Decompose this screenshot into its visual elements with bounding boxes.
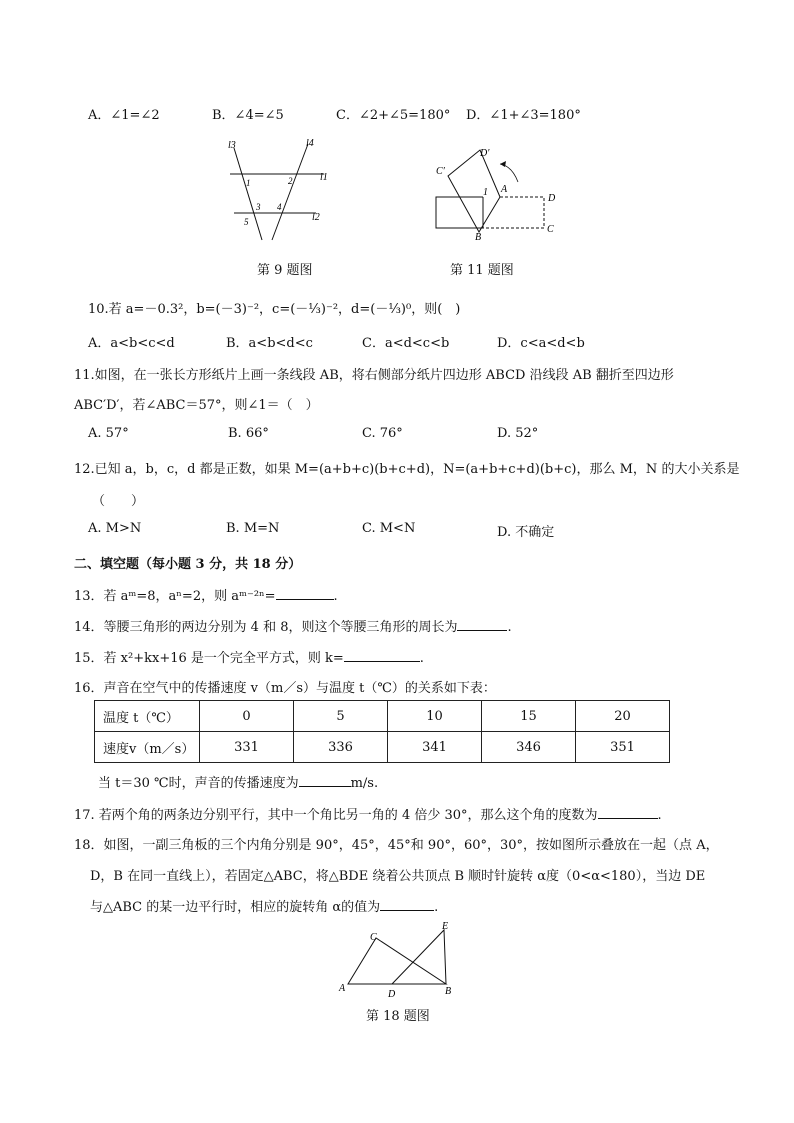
q11-line-2: ABC′D′，若∠ABC＝57°，则∠1＝（ ） bbox=[74, 398, 319, 413]
q17-end: . bbox=[657, 808, 662, 823]
q10-stem: 10.若 a=－0.3²，b=(－3)⁻²，c=(－⅓)⁻²，d=(－⅓)⁰，则( ) bbox=[88, 302, 461, 317]
fig18-label-b: B bbox=[445, 986, 452, 997]
fig18-label-c: C bbox=[370, 932, 377, 943]
q16-text: 16．声音在空气中的传播速度 v（m／s）与温度 t（℃）的关系如下表： bbox=[74, 681, 496, 696]
q10-option-b: B．a<b<d<c bbox=[226, 336, 313, 351]
q11-option-c: C. 76° bbox=[362, 426, 403, 441]
fig11-label-d-prime: D′ bbox=[480, 148, 490, 159]
table-cell: 336 bbox=[294, 732, 388, 763]
q15-question bbox=[74, 647, 424, 666]
q17-text: 17. 若两个角的两条边分别平行，其中一个角比另一角的 4 倍少 30°，那么这个角的度数为 bbox=[74, 808, 598, 823]
table-cell: 15 bbox=[482, 701, 576, 732]
q10-option-d: D．c<a<d<b bbox=[497, 336, 585, 351]
q17-question bbox=[74, 804, 662, 823]
figure-11-diagram bbox=[420, 140, 570, 244]
fig11-label-c: C bbox=[547, 224, 554, 235]
figure-18-caption: 第 18 题图 bbox=[366, 1009, 430, 1024]
q18-line-1: 18．如图，一副三角板的三个内角分别是 90°，45°，45°和 90°，60°，30°，按如图所示叠放在一起（点 A， bbox=[74, 838, 719, 853]
q16-followup bbox=[98, 772, 378, 791]
q13-end: . bbox=[333, 589, 338, 604]
q9-option-b: B．∠4=∠5 bbox=[212, 108, 284, 123]
fig9-angle-3: 3 bbox=[256, 202, 261, 212]
table-cell: 10 bbox=[388, 701, 482, 732]
q16-after-text: 当 t＝30 ℃时，声音的传播速度为 bbox=[98, 776, 299, 791]
fig9-label-l4: l4 bbox=[306, 138, 314, 149]
figure-9-caption: 第 9 题图 bbox=[257, 263, 313, 278]
q18-line-3: 与△ABC 的某一边平行时，相应的旋转角 α的值为 bbox=[90, 900, 381, 915]
fig9-angle-5: 5 bbox=[244, 217, 249, 227]
q12-option-d: D. 不确定 bbox=[497, 525, 555, 540]
q12-line-1: 12.已知 a，b，c，d 都是正数，如果 M=(a+b+c)(b+c+d)，N=(a+b+c+d)(b+c)，那么 M，N 的大小关系是 bbox=[74, 462, 740, 477]
table-cell: 346 bbox=[482, 732, 576, 763]
q14-question bbox=[74, 616, 512, 635]
q10-option-a: A．a<b<c<d bbox=[88, 336, 175, 351]
fig9-angle-1: 1 bbox=[246, 178, 251, 188]
fig18-label-e: E bbox=[442, 921, 449, 932]
table-cell: 331 bbox=[200, 732, 294, 763]
q18-line-2: D，B 在同一直线上），若固定△ABC，将△BDE 绕着公共顶点 B 顺时针旋转 α度（0<α<180），当边 DE bbox=[90, 869, 706, 884]
q11-line-1: 11.如图，在一张长方形纸片上画一条线段 AB，将右侧部分纸片四边形 ABCD 沿线段 AB 翻折至四边形 bbox=[74, 368, 674, 383]
fig9-label-l2: l2 bbox=[312, 212, 320, 223]
q10-option-c: C．a<d<c<b bbox=[362, 336, 450, 351]
fig11-angle-1: 1 bbox=[483, 187, 488, 198]
q14-answer-blank[interactable] bbox=[457, 618, 507, 631]
q12-line-2: （ ） bbox=[92, 494, 145, 509]
q12-option-a: A. M>N bbox=[88, 521, 142, 536]
q15-answer-blank[interactable] bbox=[344, 649, 420, 662]
fig11-label-b: B bbox=[475, 232, 482, 243]
fig11-label-c-prime: C′ bbox=[436, 166, 445, 177]
figure-18-diagram bbox=[336, 918, 460, 1002]
q18-end: . bbox=[434, 900, 439, 915]
table-cell: 20 bbox=[576, 701, 670, 732]
fig9-angle-2: 2 bbox=[288, 176, 293, 186]
q17-answer-blank[interactable] bbox=[598, 806, 658, 819]
q9-option-a: A．∠1=∠2 bbox=[88, 108, 160, 123]
table-cell: 351 bbox=[576, 732, 670, 763]
table-row bbox=[95, 701, 670, 732]
q9-option-d: D．∠1+∠3=180° bbox=[466, 108, 581, 123]
q18-answer-blank[interactable] bbox=[380, 898, 434, 911]
fig9-angle-4: 4 bbox=[277, 202, 282, 212]
fig18-label-a: A bbox=[339, 983, 346, 994]
q16-data-table bbox=[94, 700, 670, 763]
fig9-label-l3: l3 bbox=[228, 140, 236, 151]
table-cell: 341 bbox=[388, 732, 482, 763]
q11-option-a: A. 57° bbox=[88, 426, 129, 441]
q14-text: 14．等腰三角形的两边分别为 4 和 8，则这个等腰三角形的周长为 bbox=[74, 620, 458, 635]
figure-11-caption: 第 11 题图 bbox=[450, 263, 514, 278]
table-row-header: 速度v（m／s） bbox=[95, 732, 200, 763]
q11-option-d: D. 52° bbox=[497, 426, 539, 441]
fig11-label-a: A bbox=[501, 184, 508, 195]
q14-end: . bbox=[507, 620, 512, 635]
q13-question bbox=[74, 585, 338, 604]
fig18-label-d: D bbox=[388, 989, 396, 1000]
fig9-label-l1: l1 bbox=[320, 172, 328, 183]
q13-text: 13．若 aᵐ=8，aⁿ=2，则 aᵐ⁻²ⁿ= bbox=[74, 589, 276, 604]
q16-answer-blank[interactable] bbox=[299, 774, 351, 787]
table-cell: 5 bbox=[294, 701, 388, 732]
q11-option-b: B. 66° bbox=[228, 426, 269, 441]
table-row bbox=[95, 732, 670, 763]
q13-answer-blank[interactable] bbox=[276, 587, 334, 600]
q12-option-c: C. M<N bbox=[362, 521, 416, 536]
q16-unit: m/s. bbox=[350, 776, 379, 791]
q18-line-3-wrap bbox=[90, 896, 438, 915]
q15-text: 15．若 x²+kx+16 是一个完全平方式，则 k= bbox=[74, 651, 344, 666]
table-row-header: 温度 t（℃） bbox=[95, 701, 200, 732]
q15-end: . bbox=[419, 651, 424, 666]
q12-option-b: B. M=N bbox=[226, 521, 280, 536]
q9-option-c: C．∠2+∠5=180° bbox=[336, 108, 451, 123]
fig11-label-d: D bbox=[548, 193, 556, 204]
table-cell: 0 bbox=[200, 701, 294, 732]
section-2-heading: 二、填空题（每小题 3 分，共 18 分） bbox=[74, 557, 302, 572]
figure-9-diagram bbox=[220, 136, 340, 246]
